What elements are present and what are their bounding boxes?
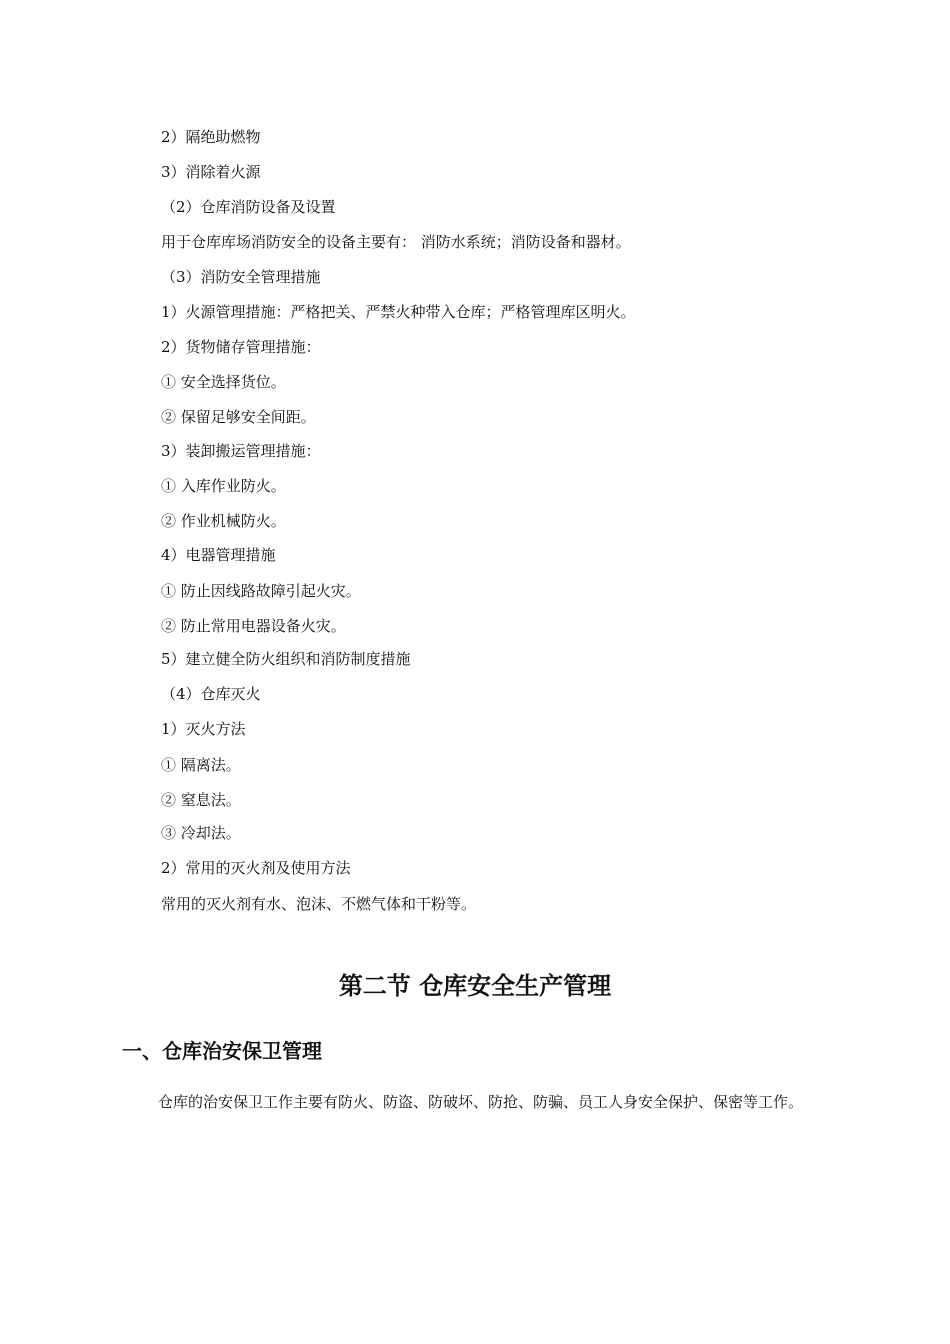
list-line: 2）货物储存管理措施：	[161, 338, 321, 356]
list-line: 2）常用的灭火剂及使用方法	[161, 859, 351, 877]
list-line: ① 防止因线路故障引起火灾。	[161, 582, 361, 600]
list-line: ② 窒息法。	[161, 791, 241, 809]
list-line: ② 作业机械防火。	[161, 512, 286, 530]
section-title: 第二节 仓库安全生产管理	[338, 972, 612, 1000]
subsection-heading: （2）仓库消防设备及设置	[161, 198, 336, 216]
list-line: 3）装卸搬运管理措施：	[161, 442, 321, 460]
body-line: 常用的灭火剂有水、泡沫、不燃气体和干粉等。	[161, 895, 477, 913]
list-line: 1）灭火方法	[161, 720, 246, 738]
list-line: ② 防止常用电器设备火灾。	[161, 617, 346, 635]
subsection-heading: （4）仓库灭火	[161, 685, 261, 703]
list-line: 1）火源管理措施：严格把关、严禁火种带入仓库；严格管理库区明火。	[161, 303, 636, 321]
body-paragraph: 仓库的治安保卫工作主要有防火、防盗、防破坏、防抢、防骗、员工人身安全保护、保密等工作。	[158, 1093, 804, 1111]
list-line: ② 保留足够安全间距。	[161, 408, 316, 426]
list-line: 2）隔绝助燃物	[161, 128, 261, 146]
list-line: 3）消除着火源	[161, 163, 261, 181]
list-line: 4）电器管理措施	[161, 546, 276, 564]
list-line: ③ 冷却法。	[161, 824, 241, 842]
chapter-heading: 一、仓库治安保卫管理	[122, 1039, 322, 1063]
subsection-heading: （3）消防安全管理措施	[161, 268, 321, 286]
list-line: ① 安全选择货位。	[161, 373, 286, 391]
body-line: 用于仓库库场消防安全的设备主要有： 消防水系统；消防设备和器材。	[161, 233, 631, 251]
list-line: 5）建立健全防火组织和消防制度措施	[161, 650, 411, 668]
list-line: ① 入库作业防火。	[161, 477, 286, 495]
list-line: ① 隔离法。	[161, 756, 241, 774]
